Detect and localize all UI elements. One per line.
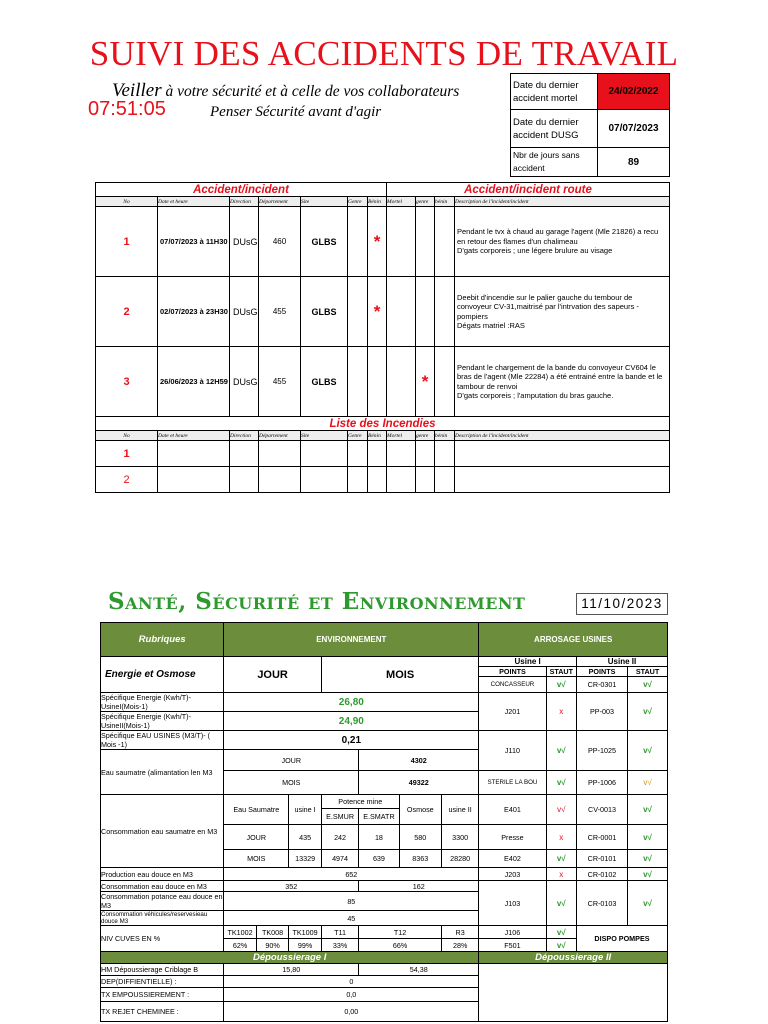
col-departement: Département <box>259 431 301 441</box>
info-value-dusg: 07/07/2023 <box>598 110 670 148</box>
sse-title: Santé, Sécurité et Environnement <box>108 588 526 615</box>
incendies-title: Liste des Incendies <box>96 417 670 431</box>
conso-vehicules-value: 45 <box>224 911 479 926</box>
col-benin: Bénin <box>368 431 387 441</box>
arrosage-point: J110 <box>479 731 546 771</box>
arrosage-point: J103 <box>479 881 546 926</box>
sse-table <box>100 622 668 1022</box>
conso-mois-value: 13329 <box>289 850 322 868</box>
spec-energie-1-label: Spécifique Energie (Kwh/T)-UsineI(Mois-1) <box>101 693 224 712</box>
arrosage-point: J203 <box>479 868 546 881</box>
table-row <box>96 347 670 417</box>
depous-value: 0,0 <box>224 988 479 1002</box>
arrosage-point: CR-0103 <box>576 881 627 926</box>
conso-mois-label: MOIS <box>224 850 289 868</box>
col-no: No <box>96 431 158 441</box>
eau-saumatre-label: Eau saumatre (alimantation len M3 <box>101 750 224 795</box>
col-genre: Genre <box>348 197 368 207</box>
osmose-header: Osmose <box>399 795 441 825</box>
accident-date: 26/06/2023 à 12H59 <box>158 347 230 417</box>
col-date: Date et heure <box>158 197 230 207</box>
points-header: POINTS <box>576 667 627 677</box>
accident-section-title: Accident/incident <box>96 183 387 197</box>
arrosage-point: F501 <box>479 939 546 952</box>
cuve-name: TK1009 <box>289 926 322 939</box>
conso-mois-value: 8363 <box>399 850 441 868</box>
arrosage-status: x <box>546 825 576 850</box>
accident-description: Deebit d'incendie sur le palier gauche du tembour de convoyeur CV-31,maitrisé par l'intrvation des sapeurs - pompiers Dégats matriel :RAS <box>455 277 670 347</box>
arrosage-status: v√ <box>546 926 576 939</box>
arrosage-point: CONCASSEUR <box>479 677 546 693</box>
esmur-header: E.SMUR <box>321 809 358 825</box>
arrosage-status: v√ <box>628 677 668 693</box>
conso-mois-value: 28280 <box>441 850 478 868</box>
cuve-name: T12 <box>359 926 442 939</box>
eau-saumatre-header: Eau Saumatre <box>224 795 289 825</box>
arrosage-point: CR-0101 <box>576 850 627 868</box>
col-no: No <box>96 197 158 207</box>
route-section-title: Accident/incident route <box>387 183 670 197</box>
slogan-big-word: Veiller <box>112 80 162 101</box>
incendies-header-row <box>96 431 670 441</box>
conso-vehicules-label: Consommation véhicules/reservesieau douce M3 <box>101 911 224 926</box>
usine2-header: Usine II <box>576 657 667 667</box>
cuve-value: 62% <box>224 939 257 952</box>
conso-jour-value: 242 <box>321 825 358 850</box>
col-site: Site <box>301 197 348 207</box>
depous-label: TX REJET CHEMINEE : <box>101 1002 224 1022</box>
usine1-col-header: usine I <box>289 795 322 825</box>
depous1-header: Dépoussierage I <box>101 952 479 964</box>
info-value-mortel: 24/02/2022 <box>598 74 670 110</box>
accident-no: 3 <box>96 347 158 417</box>
conso-jour-value: 435 <box>289 825 322 850</box>
arrosage-point: CV-0013 <box>576 795 627 825</box>
depous-label: DEP(DIFFIENTIELLE) : <box>101 976 224 988</box>
arrosage-status: v√ <box>546 771 576 795</box>
arrosage-point: E401 <box>479 795 546 825</box>
conso-eau-douce-v2: 162 <box>359 881 479 892</box>
spec-energie-2-value: 24,90 <box>224 712 479 731</box>
info-value-days: 89 <box>598 148 670 177</box>
arrosage-status: v√ <box>546 731 576 771</box>
spec-energie-1-value: 26,80 <box>224 693 479 712</box>
arrosage-point: CR-0301 <box>576 677 627 693</box>
accident-no: 1 <box>96 207 158 277</box>
arrosage-point: CR-0001 <box>576 825 627 850</box>
staut-header: STAUT <box>628 667 668 677</box>
depous-value: 54,38 <box>359 964 479 976</box>
cuve-value: 33% <box>321 939 358 952</box>
arrosage-status: v√ <box>628 881 668 926</box>
arrosage-point: PP-1025 <box>576 731 627 771</box>
cuve-name: R3 <box>441 926 478 939</box>
arrosage-status: v√ <box>628 825 668 850</box>
cuve-name: T11 <box>321 926 358 939</box>
spec-energie-2-label: Spécifique Energie (Kwh/T)-UsineII(Mois-1) <box>101 712 224 731</box>
arrosage-status: v√ <box>546 677 576 693</box>
eau-saumatre-jour-label: JOUR <box>224 750 359 771</box>
info-box <box>510 73 670 177</box>
col-genre-route: genre <box>416 431 435 441</box>
spec-eau-label: Spécifique EAU USINES (M3/T)- ( Mois -1) <box>101 731 224 750</box>
accident-marker: * <box>368 277 387 347</box>
staut-header: STAUT <box>546 667 576 677</box>
arrosage-status: v√ <box>628 771 668 795</box>
prod-eau-douce-label: Production eau douce en M3 <box>101 868 224 881</box>
arrosage-point: J106 <box>479 926 546 939</box>
dispo-pompes: DISPO POMPES <box>576 926 667 952</box>
accident-site: GLBS <box>301 347 348 417</box>
arrosage-status: v√ <box>628 731 668 771</box>
depous-label: HM Dépoussierage Criblage B <box>101 964 224 976</box>
conso-jour-label: JOUR <box>224 825 289 850</box>
arrosage-status: v√ <box>546 795 576 825</box>
arrosage-status: x <box>546 868 576 881</box>
conso-saumatre-label: Consommation eau saumatre en M3 <box>101 795 224 868</box>
arrosage-point: J201 <box>479 693 546 731</box>
cuve-name: TK1002 <box>224 926 257 939</box>
arrosage-point: E402 <box>479 850 546 868</box>
conso-jour-value: 580 <box>399 825 441 850</box>
info-label-dusg: Date du dernier accident DUSG <box>511 110 598 148</box>
conso-eau-douce-label: Consommation eau douce en M3 <box>101 881 224 892</box>
prod-eau-douce-value: 652 <box>224 868 479 881</box>
accident-direction: DUsG <box>230 347 259 417</box>
conso-jour-value: 3300 <box>441 825 478 850</box>
accident-marker: * <box>368 207 387 277</box>
col-departement: Département <box>259 197 301 207</box>
jour-header: JOUR <box>224 657 322 693</box>
depous-value: 15,80 <box>224 964 359 976</box>
accident-date: 07/07/2023 à 11H30 <box>158 207 230 277</box>
depous-label: TX EMPOUSSIEREMENT : <box>101 988 224 1002</box>
cuve-value: 66% <box>359 939 442 952</box>
conso-potance-label: Consommation potance eau douce en M3 <box>101 892 223 910</box>
points-header: POINTS <box>479 667 546 677</box>
incendie-no: 1 <box>96 441 158 467</box>
esmatr-header: E.SMATR <box>359 809 399 825</box>
cuve-value: 28% <box>441 939 478 952</box>
table-row <box>96 277 670 347</box>
accident-no: 2 <box>96 277 158 347</box>
eau-saumatre-jour-value: 4302 <box>359 750 479 771</box>
accident-description: Pendant le tvx à chaud au garage l'agent (Mle 21826) a recu en retour des flames d'un chalimeau D'gats corporeis ; une légere brulure au visage <box>455 207 670 277</box>
arrosage-status: v√ <box>546 939 576 952</box>
col-site: Site <box>301 431 348 441</box>
environnement-header: ENVIRONNEMENT <box>224 623 479 657</box>
accident-date: 02/07/2023 à 23H30 <box>158 277 230 347</box>
spec-eau-value: 0,21 <box>224 731 479 750</box>
accident-dept: 455 <box>259 277 301 347</box>
cuve-name: TK008 <box>256 926 288 939</box>
incendie-no: 2 <box>96 467 158 493</box>
accident-direction: DUsG <box>230 277 259 347</box>
arrosage-status: v√ <box>546 881 576 926</box>
depous-value: 0,00 <box>224 1002 479 1022</box>
info-label-days: Nbr de jours sans accident <box>511 148 598 177</box>
col-description: Description de l'incident/incident <box>455 197 670 207</box>
conso-mois-value: 4974 <box>321 850 358 868</box>
col-mortel: Mortel <box>387 197 416 207</box>
accident-header-row <box>96 197 670 207</box>
accidents-table <box>95 182 670 493</box>
accident-dept: 455 <box>259 347 301 417</box>
cuve-value: 99% <box>289 939 322 952</box>
clock: 07:51:05 <box>88 98 166 120</box>
table-row <box>96 467 670 493</box>
table-row <box>96 207 670 277</box>
col-mortel: Mortel <box>387 431 416 441</box>
info-label-mortel: Date du dernier accident mortel <box>511 74 598 110</box>
arrosage-point: PP-1006 <box>576 771 627 795</box>
arrosage-status: v√ <box>628 850 668 868</box>
col-date: Date et heure <box>158 431 230 441</box>
arrosage-point: Presse <box>479 825 546 850</box>
slogan-rest: à votre sécurité et à celle de vos collaborateurs <box>161 83 460 100</box>
accident-description: Pendant le chargement de la bande du convoyeur CV604 le bras de l'agent (Mle 22284) a été entrainé entre la bande et le tambour de renvoi D'gats corporeis ; l'amputation du bras gauche. <box>455 347 670 417</box>
conso-eau-douce-v1: 352 <box>224 881 359 892</box>
usine2-col-header: usine II <box>441 795 478 825</box>
accident-marker: * <box>416 347 435 417</box>
col-benin-route: bénin <box>435 431 455 441</box>
arrosage-point: CR-0102 <box>576 868 627 881</box>
col-genre: Genre <box>348 431 368 441</box>
arrosage-status: v√ <box>628 795 668 825</box>
niv-cuves-label: NIV CUVES EN % <box>101 926 224 952</box>
depous-value: 0 <box>224 976 479 988</box>
arrosage-status: v√ <box>546 850 576 868</box>
col-benin-route: bénin <box>435 197 455 207</box>
arrosage-status: v√ <box>628 693 668 731</box>
col-genre-route: genre <box>416 197 435 207</box>
arrosage-point: PP-003 <box>576 693 627 731</box>
depous2-header: Dépoussierage II <box>479 952 668 964</box>
usine1-header: Usine I <box>479 657 577 667</box>
sse-date: 11/10/2023 <box>576 593 668 615</box>
col-direction: Direction <box>230 431 259 441</box>
col-description: Description de l'incident/incident <box>455 431 670 441</box>
table-row <box>96 441 670 467</box>
col-benin: Bénin <box>368 197 387 207</box>
arrosage-status: x <box>546 693 576 731</box>
accident-direction: DUsG <box>230 207 259 277</box>
energie-header: Energie et Osmose <box>101 657 224 693</box>
conso-mois-value: 639 <box>359 850 399 868</box>
conso-potance-value: 85 <box>224 892 479 911</box>
arrosage-header: ARROSAGE USINES <box>479 623 668 657</box>
col-direction: Direction <box>230 197 259 207</box>
cuve-value: 90% <box>256 939 288 952</box>
page-title: SUIVI DES ACCIDENTS DE TRAVAIL <box>89 34 679 73</box>
eau-saumatre-mois-label: MOIS <box>224 771 359 795</box>
arrosage-status: v√ <box>628 868 668 881</box>
arrosage-point: STERILE LA BOU <box>479 771 546 795</box>
potence-header: Potence mine <box>321 795 399 809</box>
eau-saumatre-mois-value: 49322 <box>359 771 479 795</box>
accident-site: GLBS <box>301 277 348 347</box>
mois-header: MOIS <box>321 657 478 693</box>
rubriques-header: Rubriques <box>101 623 224 657</box>
slogan-secondary: Penser Sécurité avant d'agir <box>210 104 382 120</box>
accident-site: GLBS <box>301 207 348 277</box>
accident-dept: 460 <box>259 207 301 277</box>
conso-jour-value: 18 <box>359 825 399 850</box>
